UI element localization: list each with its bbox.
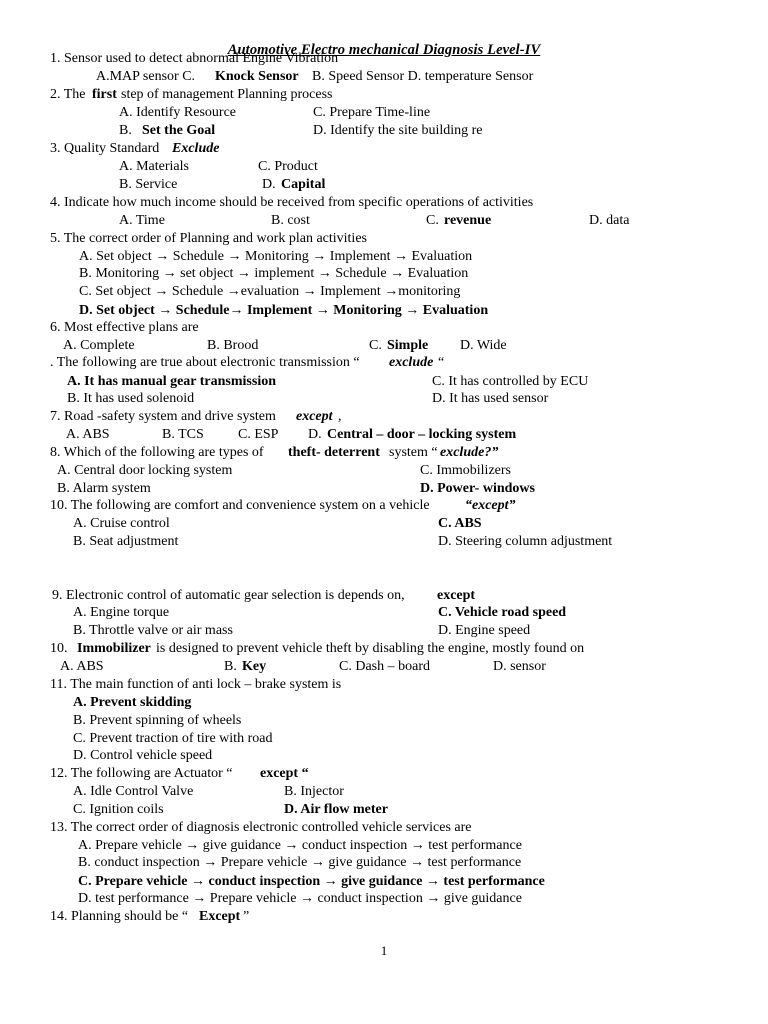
text-segment: B. bbox=[224, 659, 237, 674]
text-segment: Immobilizer bbox=[77, 641, 151, 656]
text-segment: 7. Road -safety system and drive system bbox=[50, 409, 276, 424]
text-line bbox=[0, 265, 768, 283]
text-segment: Simple bbox=[387, 338, 429, 353]
text-segment: C. Set object → Schedule →evaluation → Implement →monitoring bbox=[79, 284, 461, 299]
text-segment: exclude bbox=[389, 355, 434, 370]
text-line bbox=[0, 50, 768, 68]
text-line bbox=[0, 462, 768, 480]
text-line bbox=[0, 373, 768, 391]
text-segment: 10. The following are comfort and convenience system on a vehicle bbox=[50, 498, 430, 513]
text-line bbox=[0, 854, 768, 872]
text-segment: A. Prepare vehicle → give guidance → conduct inspection → test performance bbox=[78, 838, 522, 853]
text-segment: D. Air flow meter bbox=[284, 802, 388, 817]
text-segment: 10. bbox=[50, 641, 68, 656]
text-segment: A. Set object → Schedule → Monitoring → Implement → Evaluation bbox=[79, 249, 473, 264]
text-segment: D. Identify the site building re bbox=[313, 123, 483, 138]
text-line bbox=[0, 408, 768, 426]
text-segment: B. TCS bbox=[162, 427, 204, 442]
text-segment: step of management Planning process bbox=[121, 87, 333, 102]
text-segment: B. Monitoring → set object → implement → Schedule → Evaluation bbox=[79, 266, 469, 281]
text-segment: . The following are true about electronic transmission “ bbox=[50, 355, 360, 370]
text-segment: D. test performance → Prepare vehicle → conduct inspection → give guidance bbox=[78, 891, 522, 906]
text-segment: C. bbox=[426, 213, 439, 228]
text-segment: D. Set object → Schedule→ Implement → Monitoring → Evaluation bbox=[79, 303, 489, 318]
text-segment: revenue bbox=[444, 213, 492, 228]
text-segment: C. It has controlled by ECU bbox=[432, 374, 589, 389]
text-line bbox=[0, 319, 768, 337]
text-line bbox=[0, 230, 768, 248]
text-line bbox=[0, 212, 768, 230]
text-segment: B. cost bbox=[271, 213, 310, 228]
text-segment: C. Prevent traction of tire with road bbox=[73, 731, 273, 746]
document-title: Automotive Electro mechanical Diagnosis Level-IV bbox=[227, 42, 541, 58]
text-segment: C. bbox=[369, 338, 382, 353]
text-line bbox=[0, 86, 768, 104]
text-line bbox=[0, 302, 768, 320]
text-line bbox=[0, 283, 768, 301]
text-line bbox=[0, 658, 768, 676]
text-segment: B. Injector bbox=[284, 784, 344, 799]
text-line bbox=[0, 426, 768, 444]
text-segment: A. Central door locking system bbox=[57, 463, 233, 478]
text-segment: C. ABS bbox=[438, 516, 482, 531]
text-line bbox=[0, 480, 768, 498]
text-segment: Except bbox=[199, 909, 241, 924]
text-segment: A. Complete bbox=[63, 338, 135, 353]
text-segment: 13. The correct order of diagnosis electronic controlled vehicle services are bbox=[50, 820, 472, 835]
text-segment: Set the Goal bbox=[142, 123, 216, 138]
text-segment: B. Prevent spinning of wheels bbox=[73, 713, 242, 728]
text-segment: C. Ignition coils bbox=[73, 802, 164, 817]
text-line bbox=[0, 604, 768, 622]
text-line bbox=[0, 515, 768, 533]
text-line bbox=[0, 622, 768, 640]
text-line bbox=[0, 122, 768, 140]
text-segment: theft- deterrent bbox=[288, 445, 380, 460]
text-line bbox=[0, 694, 768, 712]
text-line bbox=[0, 390, 768, 408]
text-segment: 5. The correct order of Planning and work plan activities bbox=[50, 231, 367, 246]
text-segment: A. Cruise control bbox=[73, 516, 170, 531]
text-segment: D. Engine speed bbox=[438, 623, 531, 638]
text-segment: 14. Planning should be “ bbox=[50, 909, 189, 924]
text-line bbox=[0, 908, 768, 926]
text-segment: 4. Indicate how much income should be received from specific operations of activities bbox=[50, 195, 534, 210]
text-segment: exclude?” bbox=[440, 445, 499, 460]
text-line bbox=[0, 873, 768, 891]
text-line bbox=[0, 640, 768, 658]
text-segment: C. Product bbox=[258, 159, 318, 174]
text-segment: B. Speed Sensor D. temperature Sensor bbox=[312, 69, 534, 84]
text-segment: A. Materials bbox=[119, 159, 189, 174]
text-line bbox=[0, 837, 768, 855]
text-line bbox=[0, 890, 768, 908]
text-segment: B. Service bbox=[119, 177, 178, 192]
text-line bbox=[0, 783, 768, 801]
page-number: 1 bbox=[380, 943, 388, 958]
text-segment: C. Prepare Time-line bbox=[313, 105, 431, 120]
text-line bbox=[0, 176, 768, 194]
text-line bbox=[0, 104, 768, 122]
text-line bbox=[0, 712, 768, 730]
text-line bbox=[0, 730, 768, 748]
text-line bbox=[0, 337, 768, 355]
text-segment: B. Alarm system bbox=[57, 481, 151, 496]
text-segment: A. Engine torque bbox=[73, 605, 170, 620]
text-segment: Capital bbox=[281, 177, 326, 192]
text-segment: Key bbox=[242, 659, 267, 674]
text-line bbox=[0, 819, 768, 837]
text-segment: A. Time bbox=[119, 213, 165, 228]
text-segment: 9. Electronic control of automatic gear selection is depends on, bbox=[52, 588, 405, 603]
text-segment: “ bbox=[438, 355, 445, 370]
text-segment: D. Steering column adjustment bbox=[438, 534, 613, 549]
text-segment: D. sensor bbox=[493, 659, 546, 674]
text-line bbox=[0, 765, 768, 783]
text-segment: except “ bbox=[260, 766, 309, 781]
text-segment: 11. The main function of anti lock – brake system is bbox=[50, 677, 342, 692]
text-line bbox=[0, 194, 768, 212]
text-segment: B. conduct inspection → Prepare vehicle → give guidance → test performance bbox=[78, 855, 522, 870]
text-segment: A. Idle Control Valve bbox=[73, 784, 194, 799]
text-segment: Exclude bbox=[172, 141, 220, 156]
text-segment: C. ESP bbox=[238, 427, 279, 442]
text-segment: A.MAP sensor C. bbox=[96, 69, 196, 84]
text-segment: D. Power- windows bbox=[420, 481, 535, 496]
text-segment: C. Dash – board bbox=[339, 659, 430, 674]
text-segment: ” bbox=[243, 909, 250, 924]
text-line bbox=[0, 587, 768, 605]
text-line bbox=[0, 747, 768, 765]
text-segment: C. Immobilizers bbox=[420, 463, 511, 478]
text-segment: except bbox=[296, 409, 333, 424]
text-segment: 3. Quality Standard bbox=[50, 141, 160, 156]
text-segment: A. ABS bbox=[66, 427, 110, 442]
text-segment: B. Seat adjustment bbox=[73, 534, 179, 549]
text-segment: C. Vehicle road speed bbox=[438, 605, 567, 620]
text-segment: except bbox=[437, 588, 476, 603]
text-segment: B. Throttle valve or air mass bbox=[73, 623, 233, 638]
text-line bbox=[0, 444, 768, 462]
text-line bbox=[0, 68, 768, 86]
text-line bbox=[0, 158, 768, 176]
text-line bbox=[0, 533, 768, 551]
text-segment: B. Brood bbox=[207, 338, 259, 353]
text-segment: Knock Sensor bbox=[215, 69, 299, 84]
text-segment: B. bbox=[119, 123, 132, 138]
text-segment: system “ bbox=[389, 445, 438, 460]
text-line bbox=[0, 676, 768, 694]
text-line bbox=[0, 497, 768, 515]
text-segment: first bbox=[92, 87, 117, 102]
text-segment: D. bbox=[308, 427, 322, 442]
text-segment: 8. Which of the following are types of bbox=[50, 445, 264, 460]
text-segment: A. It has manual gear transmission bbox=[67, 374, 276, 389]
text-segment: D. Control vehicle speed bbox=[73, 748, 213, 763]
text-segment: , bbox=[338, 409, 342, 424]
text-line bbox=[0, 248, 768, 266]
text-segment: C. Prepare vehicle → conduct inspection → give guidance → test performance bbox=[78, 874, 545, 889]
text-segment: B. It has used solenoid bbox=[67, 391, 195, 406]
text-segment: A. Prevent skidding bbox=[73, 695, 192, 710]
text-segment: D. data bbox=[589, 213, 630, 228]
text-line bbox=[0, 354, 768, 372]
text-segment: “except” bbox=[465, 498, 516, 513]
text-segment: A. ABS bbox=[60, 659, 104, 674]
text-segment: 6. Most effective plans are bbox=[50, 320, 199, 335]
text-segment: D. bbox=[262, 177, 276, 192]
text-segment: 1. Sensor used to detect abnormal Engine Vibration bbox=[50, 51, 339, 66]
text-line bbox=[0, 140, 768, 158]
text-segment: D. It has used sensor bbox=[432, 391, 549, 406]
text-segment: 2. The bbox=[50, 87, 86, 102]
text-segment: 12. The following are Actuator “ bbox=[50, 766, 233, 781]
text-segment: A. Identify Resource bbox=[119, 105, 237, 120]
text-segment: Central – door – locking system bbox=[327, 427, 517, 442]
text-segment: D. Wide bbox=[460, 338, 507, 353]
text-segment: is designed to prevent vehicle theft by disabling the engine, mostly found on bbox=[156, 641, 585, 656]
text-line bbox=[0, 801, 768, 819]
